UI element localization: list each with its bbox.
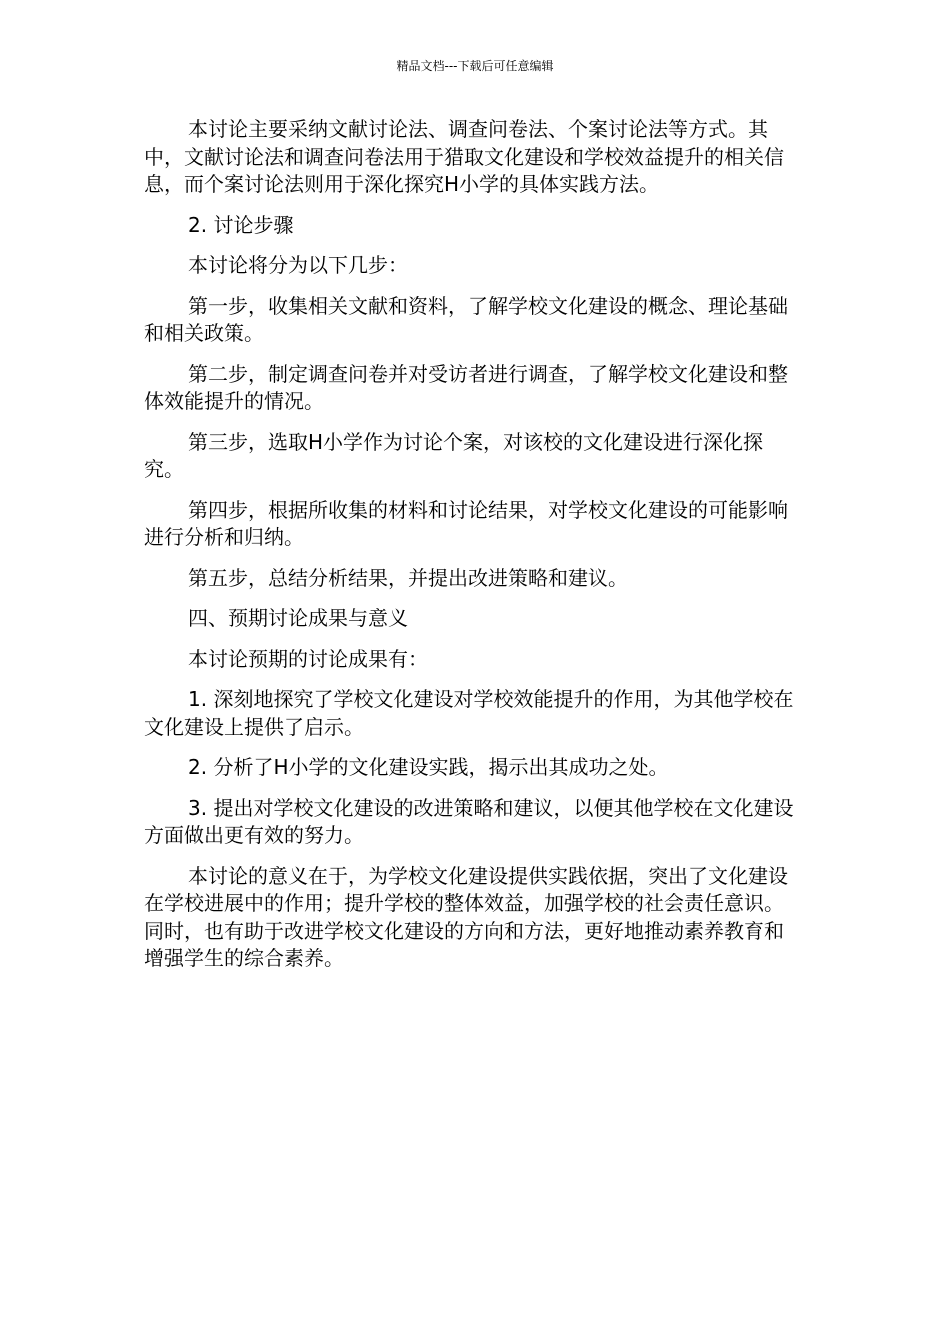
paragraph-steps-intro: 本讨论将分为以下几步： — [188, 253, 408, 277]
paragraph-results-intro: 本讨论预期的讨论成果有： — [188, 646, 428, 671]
paragraph-research-methods: 本讨论主要采纳文献讨论法、调查问卷法、个案讨论法等方式。其中，文献讨论法和调查问卷法用于猎取文化建设和学校效益提升的相关信息，而个案讨论法则用于深化探究H小学的具体实践方法。 — [144, 117, 784, 196]
heading-research-steps: 2. 讨论步骤 — [188, 212, 294, 237]
paragraph-step-2: 第二步，制定调查问卷并对受访者进行调查，了解学校文化建设和整体效能提升的情况。 — [144, 361, 788, 413]
heading-expected-results: 四、预期讨论成果与意义 — [188, 606, 408, 630]
paragraph-step-3: 第三步，选取H小学作为讨论个案，对该校的文化建设进行深化探究。 — [144, 429, 764, 481]
document-body — [144, 116, 800, 986]
paragraph-result-1: 1. 深刻地探究了学校文化建设对学校效能提升的作用，为其他学校在文化建设上提供了启示。 — [144, 687, 794, 739]
paragraph-significance: 本讨论的意义在于，为学校文化建设提供实践依据，突出了文化建设在学校进展中的作用；提升学校的整体效益，加强学校的社会责任意识。同时，也有助于改进学校文化建设的方向和方法，更好地推动素养教育和增强学生的综合素养。 — [144, 863, 788, 970]
paragraph-step-4: 第四步，根据所收集的材料和讨论结果，对学校文化建设的可能影响进行分析和归纳。 — [144, 497, 788, 549]
paragraph-result-3: 3. 提出对学校文化建设的改进策略和建议，以便其他学校在文化建设方面做出更有效的努力。 — [144, 795, 794, 847]
paragraph-step-5: 第五步，总结分析结果，并提出改进策略和建议。 — [188, 565, 628, 590]
paragraph-step-1: 第一步，收集相关文献和资料，了解学校文化建设的概念、理论基础和相关政策。 — [144, 293, 788, 345]
page-header: 精品文档---下载后可任意编辑 — [396, 59, 554, 73]
paragraph-result-2: 2. 分析了H小学的文化建设实践，揭示出其成功之处。 — [188, 755, 669, 779]
